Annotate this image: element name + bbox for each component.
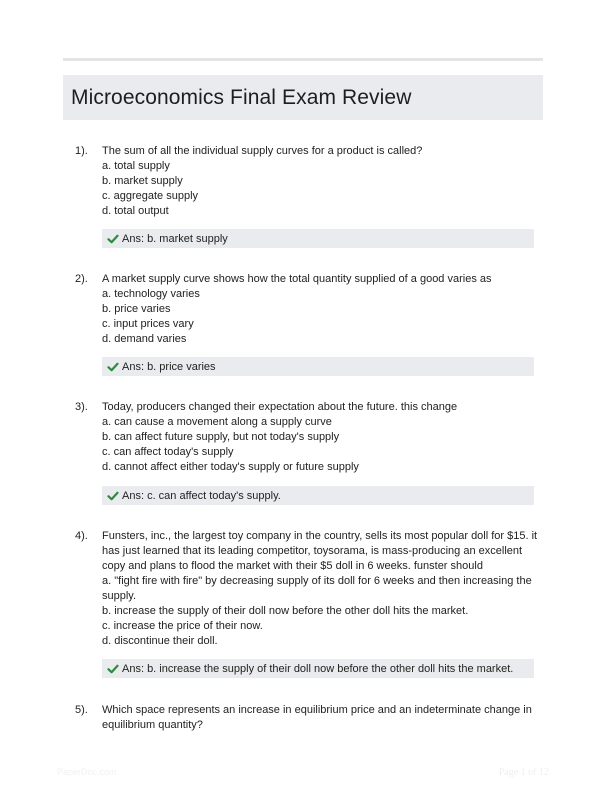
- option-b: b. increase the supply of their doll now before the other doll hits the market.: [102, 605, 469, 617]
- answer-box-2: [102, 357, 534, 376]
- option-b: b. price varies: [102, 303, 171, 315]
- answer-text: Ans: b. increase the supply of their doll now before the other doll hits the market.: [122, 662, 514, 675]
- question-body: [102, 144, 542, 219]
- question-text: A market supply curve shows how the total quantity supplied of a good varies as: [102, 273, 492, 285]
- question-number: 4).: [75, 530, 88, 542]
- question-body: [102, 703, 542, 733]
- top-divider: [63, 58, 543, 61]
- option-c: c. can affect today's supply: [102, 446, 234, 458]
- option-a: a. can cause a movement along a supply curve: [102, 416, 332, 428]
- option-d: d. demand varies: [102, 333, 187, 345]
- page-title: Microeconomics Final Exam Review: [71, 85, 412, 109]
- check-icon: [107, 490, 119, 502]
- check-icon: [107, 663, 119, 675]
- question-body: [102, 400, 542, 475]
- question-number: 5).: [75, 704, 88, 716]
- answer-text: Ans: b. market supply: [122, 232, 228, 245]
- option-d: d. total output: [102, 205, 169, 217]
- option-b: b. can affect future supply, but not today's supply: [102, 431, 340, 443]
- question-number: 1).: [75, 145, 88, 157]
- option-d: d. cannot affect either today's supply or future supply: [102, 461, 359, 473]
- answer-box-4: [102, 659, 534, 678]
- question-text: The sum of all the individual supply curves for a product is called?: [102, 145, 423, 157]
- title-banner: [63, 75, 543, 120]
- option-a: a. "fight fire with fire" by decreasing supply of its doll for 6 weeks and then increasing the supply.: [102, 575, 532, 602]
- footer-page-number: Page 1 of 12: [498, 767, 549, 778]
- option-a: a. technology varies: [102, 288, 200, 300]
- question-text: Which space represents an increase in equilibrium price and an indeterminate change in equilibrium quantity?: [102, 704, 532, 731]
- option-c: c. aggregate supply: [102, 190, 199, 202]
- option-d: d. discontinue their doll.: [102, 635, 218, 647]
- answer-text: Ans: c. can affect today's supply.: [122, 489, 281, 502]
- check-icon: [107, 233, 119, 245]
- answer-box-1: [102, 229, 534, 248]
- answer-text: Ans: b. price varies: [122, 360, 216, 373]
- question-number: 2).: [75, 273, 88, 285]
- option-c: c. increase the price of their now.: [102, 620, 263, 632]
- question-text: Funsters, inc., the largest toy company in the country, sells its most popular doll for $15. it has just learned that its leading competitor, toysorama, is mass-producing an excellent copy and plans to flood the market with their $5 doll in 6 weeks. funster should: [102, 530, 538, 572]
- option-a: a. total supply: [102, 160, 170, 172]
- question-text: Today, producers changed their expectation about the future. this change: [102, 401, 458, 413]
- option-b: b. market supply: [102, 175, 183, 187]
- check-icon: [107, 361, 119, 373]
- question-body: [102, 272, 542, 347]
- option-c: c. input prices vary: [102, 318, 194, 330]
- question-number: 3).: [75, 401, 88, 413]
- footer-site-watermark: PaperDoc.com: [57, 767, 117, 777]
- question-body: [102, 529, 542, 649]
- answer-box-3: [102, 486, 534, 505]
